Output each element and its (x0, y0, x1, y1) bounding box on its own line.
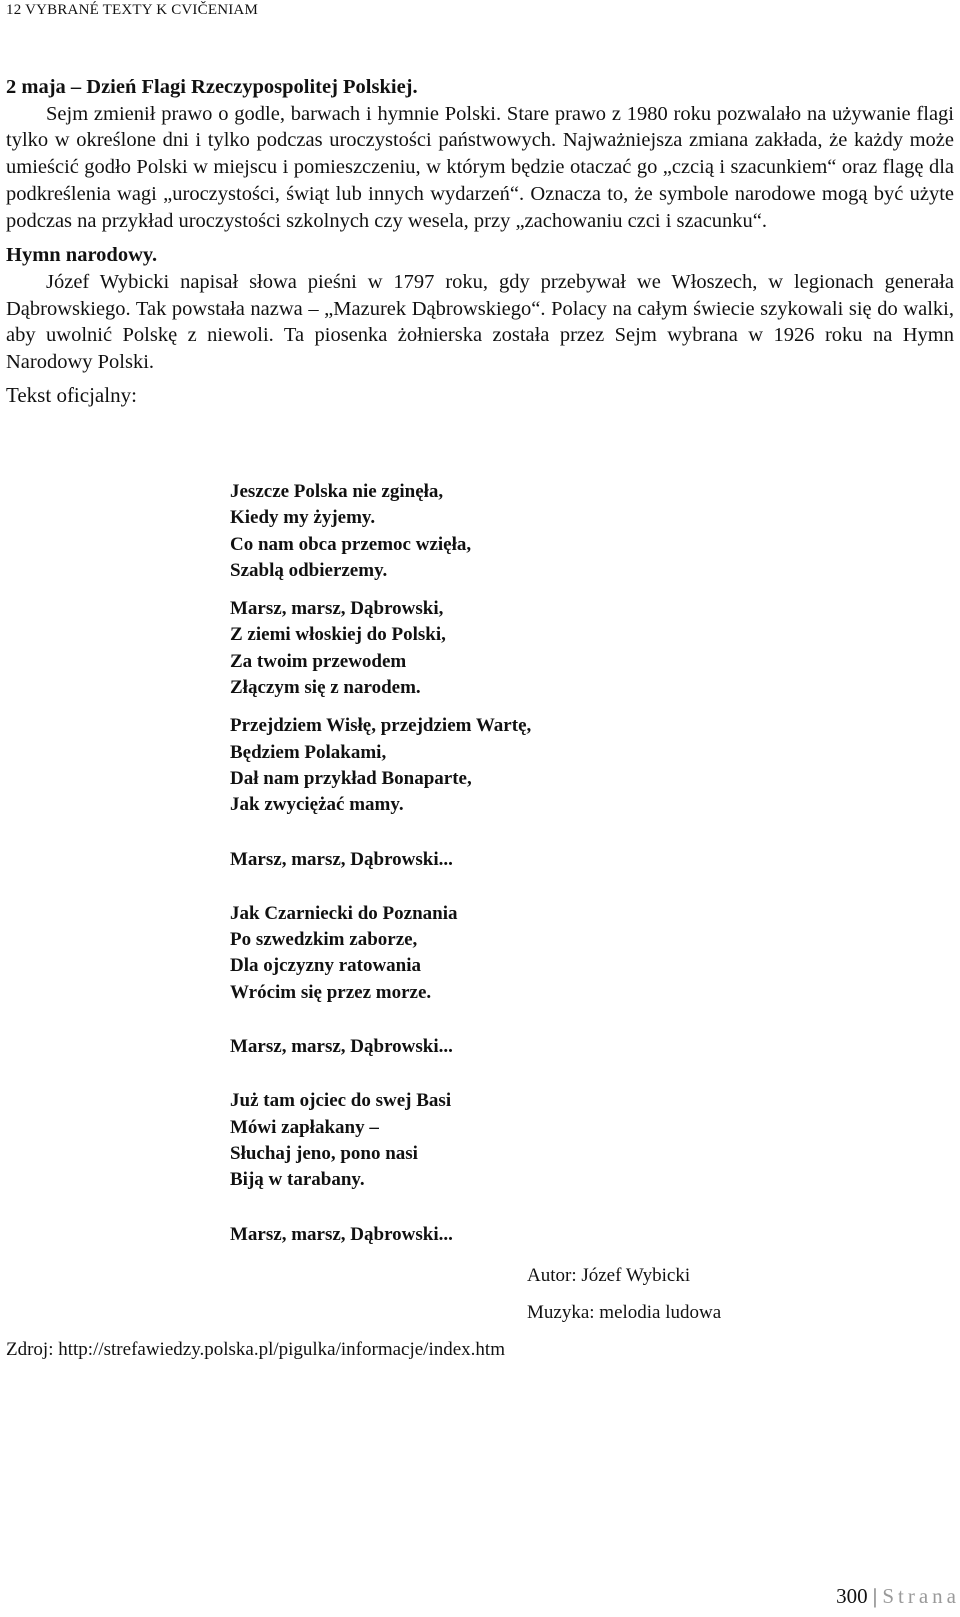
music-credit: Muzyka: melodia ludowa (527, 1302, 722, 1323)
lyrics-stanza-4 (230, 1088, 531, 1193)
lyric-line: Za twoim przewodem (230, 650, 407, 672)
lyrics-refrain (230, 847, 531, 873)
lyric-line: Z ziemi włoskiej do Polski, (230, 624, 446, 646)
running-header: 12 VYBRANÉ TEXTY K CVIČENIAM (6, 2, 258, 18)
page-number: 300 (836, 1584, 868, 1608)
lyric-line: Słuchaj jeno, pono nasi (230, 1142, 418, 1164)
lyric-line: Jeszcze Polska nie zginęła, (230, 481, 444, 502)
lyrics-stanza-3 (230, 901, 531, 1006)
anthem-lyrics (230, 479, 531, 1248)
section-title: 2 maja – Dzień Flagi Rzeczypospolitej Polskiej. (6, 76, 418, 98)
page-footer (836, 1584, 960, 1609)
lyric-line: Marsz, marsz, Dąbrowski, (230, 598, 444, 620)
lyric-line: Jak zwyciężać mamy. (230, 794, 404, 816)
lyric-line: Po szwedzkim zaborze, (230, 929, 418, 951)
lyric-line: Jak Czarniecki do Poznania (230, 902, 458, 924)
lyric-line: Marsz, marsz, Dąbrowski... (230, 848, 453, 870)
page-separator: | (872, 1584, 878, 1608)
lyric-line: Marsz, marsz, Dąbrowski... (230, 1036, 453, 1058)
lyric-line: Biją w tarabany. (230, 1169, 365, 1191)
official-text-label: Tekst oficjalny: (6, 382, 137, 407)
lyric-line: Kiedy my żyjemy. (230, 507, 376, 529)
lyric-line: Dla ojczyzny ratowania (230, 955, 422, 977)
lyrics-stanza-1 (230, 479, 531, 584)
lyric-line: Szablą odbierzemy. (230, 559, 388, 581)
page-label: Strana (882, 1584, 960, 1608)
anthem-title: Hymn narodowy. (6, 244, 158, 267)
lyric-line: Mówi zapłakany – (230, 1116, 379, 1138)
lyrics-stanza-2 (230, 713, 531, 818)
lyric-line: Marsz, marsz, Dąbrowski... (230, 1223, 453, 1245)
lyrics-refrain (230, 1222, 531, 1248)
anthem-paragraph: Józef Wybicki napisał słowa pieśni w 1797 roku, gdy przebywał we Włoszech, w legionach generała Dąbrowskiego. Tak powstała nazwa – „Mazurek Dąbrowskiego“. Polacy na całym świecie szykowali się do walki, aby uwolnić Polskę z niewoli. Ta piosenka żołnierska została przez Sejm wybrana w 1926 roku na Hymn Narodowy Polski. (6, 270, 954, 374)
flag-day-paragraph: Sejm zmienił prawo o godle, barwach i hymnie Polski. Stare prawo z 1980 roku pozwalało na używanie flagi tylko w określone dni i tylko podczas uroczystości państwowych. Najważniejsza zmiana zakłada, że każdy może umieścić godło Polski w miejscu i pomieszczeniu, w którym będzie otaczać go „czcią i szacunkiem“ oraz flagę dla podkreślenia wagi „uroczystości, świąt lub innych wydarzeń“. Oznacza to, że symbole narodowe mogą być użyte podczas na przykład uroczystości szkolnych czy wesela, przy „zachowaniu czci i szacunku“. (6, 102, 954, 232)
lyric-line: Będziem Polakami, (230, 741, 387, 763)
author-credit: Autor: Józef Wybicki (527, 1265, 691, 1286)
lyric-line: Co nam obca przemoc wzięła, (230, 533, 472, 555)
source-citation: Zdroj: http://strefawiedzy.polska.pl/pigulka/informacje/index.htm (6, 1339, 505, 1360)
lyric-line: Przejdziem Wisłę, przejdziem Wartę, (230, 715, 532, 737)
lyrics-refrain (230, 1034, 531, 1060)
lyric-line: Już tam ojciec do swej Basi (230, 1090, 452, 1112)
lyrics-chorus (230, 596, 531, 701)
lyric-line: Złączym się z narodem. (230, 677, 421, 699)
lyric-line: Wrócim się przez morze. (230, 981, 432, 1003)
article-body (6, 74, 954, 408)
lyric-line: Dał nam przykład Bonaparte, (230, 767, 472, 789)
